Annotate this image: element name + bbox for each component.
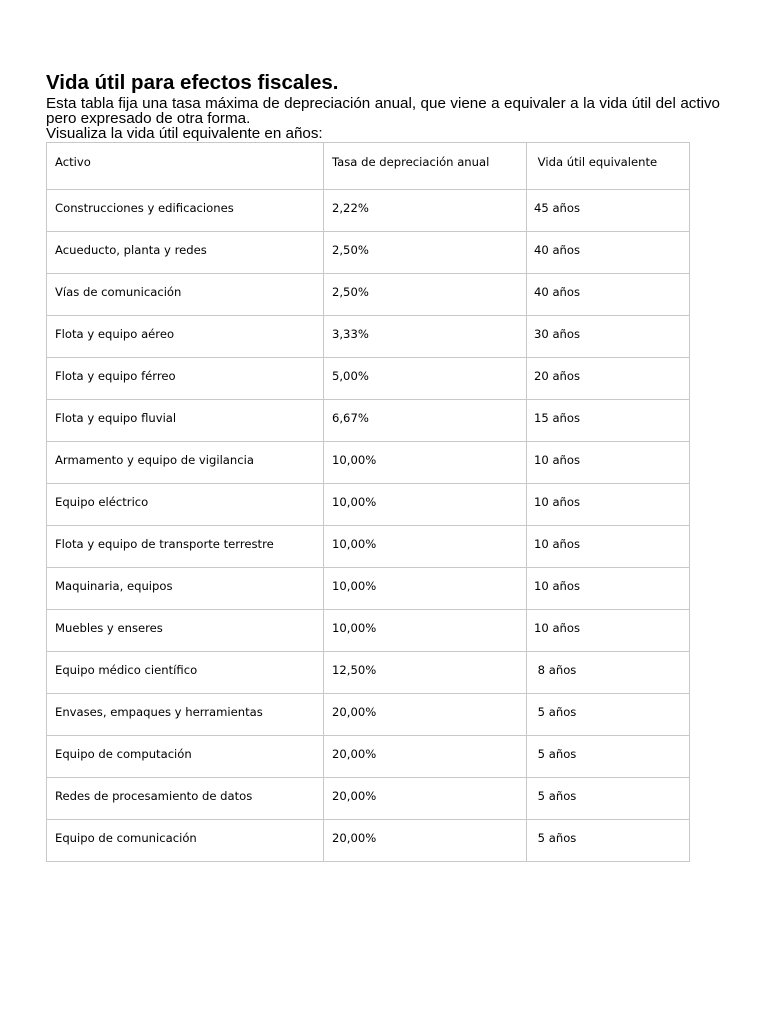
header-tasa: Tasa de depreciación anual — [324, 143, 527, 190]
cell-vida-util: 20 años — [527, 358, 690, 400]
cell-tasa: 6,67% — [324, 400, 527, 442]
cell-tasa: 2,50% — [324, 232, 527, 274]
table-row — [47, 610, 690, 652]
cell-vida-util: 5 años — [527, 820, 690, 862]
table-body — [47, 143, 690, 862]
cell-tasa: 5,00% — [324, 358, 527, 400]
cell-vida-util: 10 años — [527, 442, 690, 484]
cell-tasa: 10,00% — [324, 484, 527, 526]
depreciation-table — [46, 142, 690, 862]
cell-tasa: 20,00% — [324, 820, 527, 862]
cell-activo: Equipo de computación — [47, 736, 324, 778]
cell-activo: Envases, empaques y herramientas — [47, 694, 324, 736]
cell-vida-util: 15 años — [527, 400, 690, 442]
table-row — [47, 484, 690, 526]
cell-activo: Equipo eléctrico — [47, 484, 324, 526]
cell-activo: Equipo médico científico — [47, 652, 324, 694]
cell-vida-util: 45 años — [527, 190, 690, 232]
cell-vida-util: 10 años — [527, 526, 690, 568]
cell-vida-util: 30 años — [527, 316, 690, 358]
table-row — [47, 652, 690, 694]
cell-vida-util: 5 años — [527, 736, 690, 778]
table-row — [47, 274, 690, 316]
header-vida-util: Vida útil equivalente — [527, 143, 690, 190]
table-header-row — [47, 143, 690, 190]
table-row — [47, 400, 690, 442]
table-row — [47, 820, 690, 862]
cell-activo: Flota y equipo aéreo — [47, 316, 324, 358]
table-row — [47, 568, 690, 610]
document-page — [46, 70, 720, 862]
cell-tasa: 10,00% — [324, 442, 527, 484]
cell-activo: Construcciones y edificaciones — [47, 190, 324, 232]
table-row — [47, 526, 690, 568]
table-row — [47, 442, 690, 484]
cell-vida-util: 5 años — [527, 778, 690, 820]
cell-activo: Flota y equipo férreo — [47, 358, 324, 400]
table-row — [47, 358, 690, 400]
cell-vida-util: 40 años — [527, 232, 690, 274]
cell-tasa: 12,50% — [324, 652, 527, 694]
lead-text: Visualiza la vida útil equivalente en años: — [46, 125, 323, 142]
header-activo: Activo — [47, 143, 324, 190]
document-title: Vida útil para efectos fiscales. — [46, 71, 339, 94]
intro-paragraph: Esta tabla fija una tasa máxima de depreciación anual, que viene a equivaler a la vida útil del activo pero expresado de otra forma. — [46, 95, 720, 127]
table-row — [47, 778, 690, 820]
cell-activo: Redes de procesamiento de datos — [47, 778, 324, 820]
cell-tasa: 10,00% — [324, 568, 527, 610]
cell-vida-util: 10 años — [527, 610, 690, 652]
cell-vida-util: 10 años — [527, 484, 690, 526]
table-row — [47, 694, 690, 736]
cell-activo: Armamento y equipo de vigilancia — [47, 442, 324, 484]
cell-tasa: 20,00% — [324, 736, 527, 778]
cell-tasa: 20,00% — [324, 694, 527, 736]
table-row — [47, 316, 690, 358]
cell-tasa: 3,33% — [324, 316, 527, 358]
cell-vida-util: 5 años — [527, 694, 690, 736]
cell-activo: Muebles y enseres — [47, 610, 324, 652]
cell-tasa: 20,00% — [324, 778, 527, 820]
cell-activo: Flota y equipo fluvial — [47, 400, 324, 442]
cell-tasa: 2,22% — [324, 190, 527, 232]
cell-tasa: 10,00% — [324, 526, 527, 568]
cell-vida-util: 8 años — [527, 652, 690, 694]
cell-activo: Vías de comunicación — [47, 274, 324, 316]
cell-tasa: 10,00% — [324, 610, 527, 652]
table-row — [47, 190, 690, 232]
cell-tasa: 2,50% — [324, 274, 527, 316]
cell-vida-util: 40 años — [527, 274, 690, 316]
table-row — [47, 232, 690, 274]
cell-activo: Flota y equipo de transporte terrestre — [47, 526, 324, 568]
cell-activo: Maquinaria, equipos — [47, 568, 324, 610]
cell-vida-util: 10 años — [527, 568, 690, 610]
table-row — [47, 736, 690, 778]
cell-activo: Acueducto, planta y redes — [47, 232, 324, 274]
cell-activo: Equipo de comunicación — [47, 820, 324, 862]
